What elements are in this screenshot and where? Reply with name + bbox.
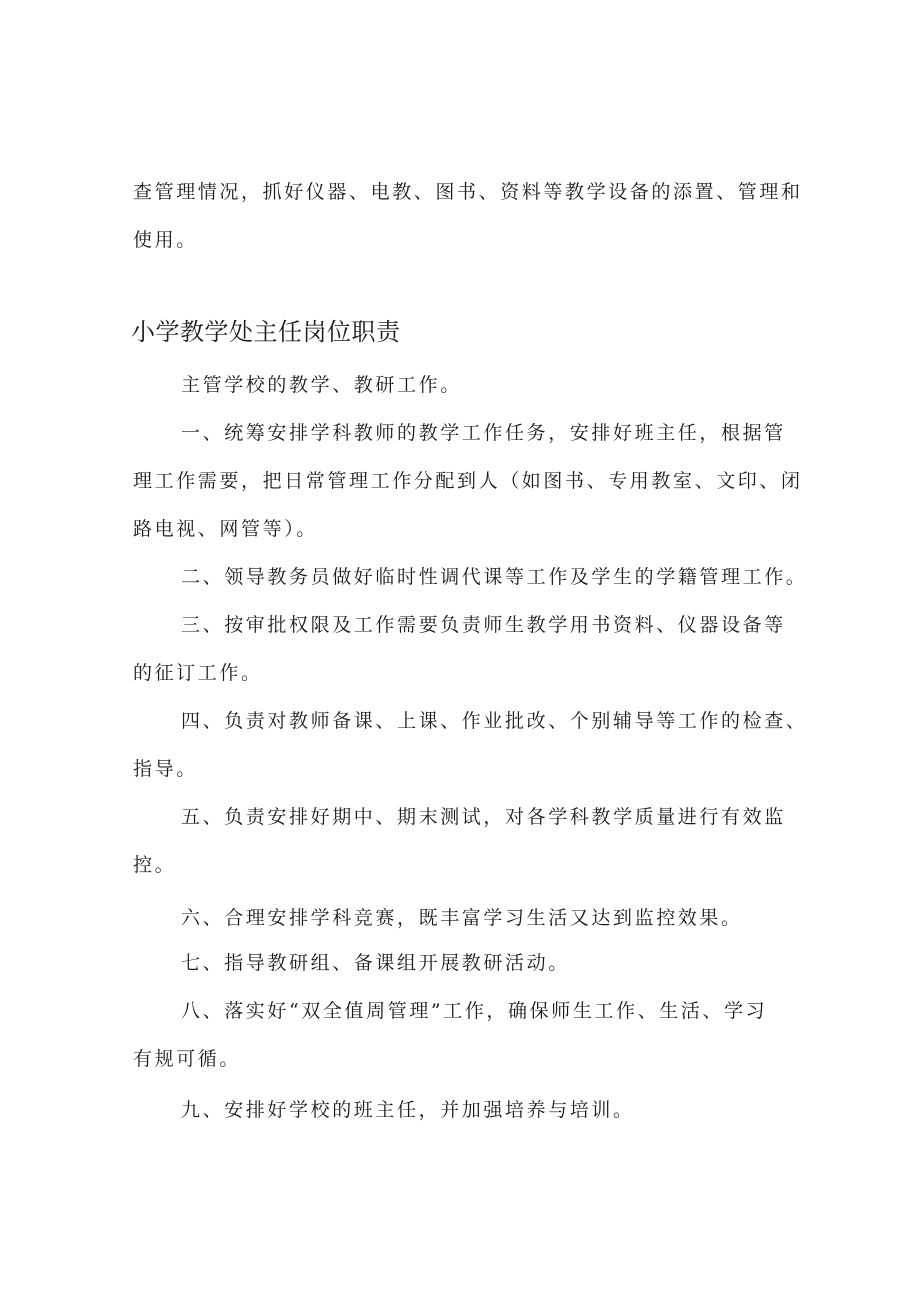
section-title: 小学教学处主任岗位职责: [131, 318, 401, 346]
item-8-line-2: 有规可循。: [133, 1048, 242, 1070]
item-4-line-1: 四、负责对教师备课、上课、作业批改、个别辅导等工作的检查、: [181, 710, 808, 732]
section-intro: 主管学校的教学、教研工作。: [181, 374, 462, 396]
item-1-line-3: 路电视、网管等）。: [133, 518, 318, 540]
item-9-line-1: 九、安排好学校的班主任，并加强培养与培训。: [181, 1099, 635, 1121]
item-7-line-1: 七、指导教研组、备课组开展教研活动。: [181, 952, 570, 974]
item-8-line-1: 八、落实好“双全值周管理”工作，确保师生工作、生活、学习: [181, 1000, 768, 1022]
item-5-line-1: 五、负责安排好期中、期末测试，对各学科教学质量进行有效监: [181, 806, 786, 828]
item-1-line-1: 一、统筹安排学科教师的教学工作任务，安排好班主任，根据管: [181, 422, 786, 444]
continuation-line-1: 查管理情况，抓好仪器、电教、图书、资料等教学设备的添置、管理和: [133, 181, 803, 203]
item-2-line-1: 二、领导教务员做好临时性调代课等工作及学生的学籍管理工作。: [181, 566, 808, 588]
item-1-line-2: 理工作需要，把日常管理工作分配到人（如图书、专用教室、文印、闭: [133, 470, 803, 492]
item-4-line-2: 指导。: [133, 758, 198, 780]
item-5-line-2: 控。: [133, 854, 177, 876]
item-3-line-1: 三、按审批权限及工作需要负责师生教学用书资料、仪器设备等: [181, 614, 786, 636]
item-3-line-2: 的征订工作。: [133, 662, 263, 684]
continuation-line-2: 使用。: [133, 229, 198, 251]
item-6-line-1: 六、合理安排学科竞赛，既丰富学习生活又达到监控效果。: [181, 907, 743, 929]
